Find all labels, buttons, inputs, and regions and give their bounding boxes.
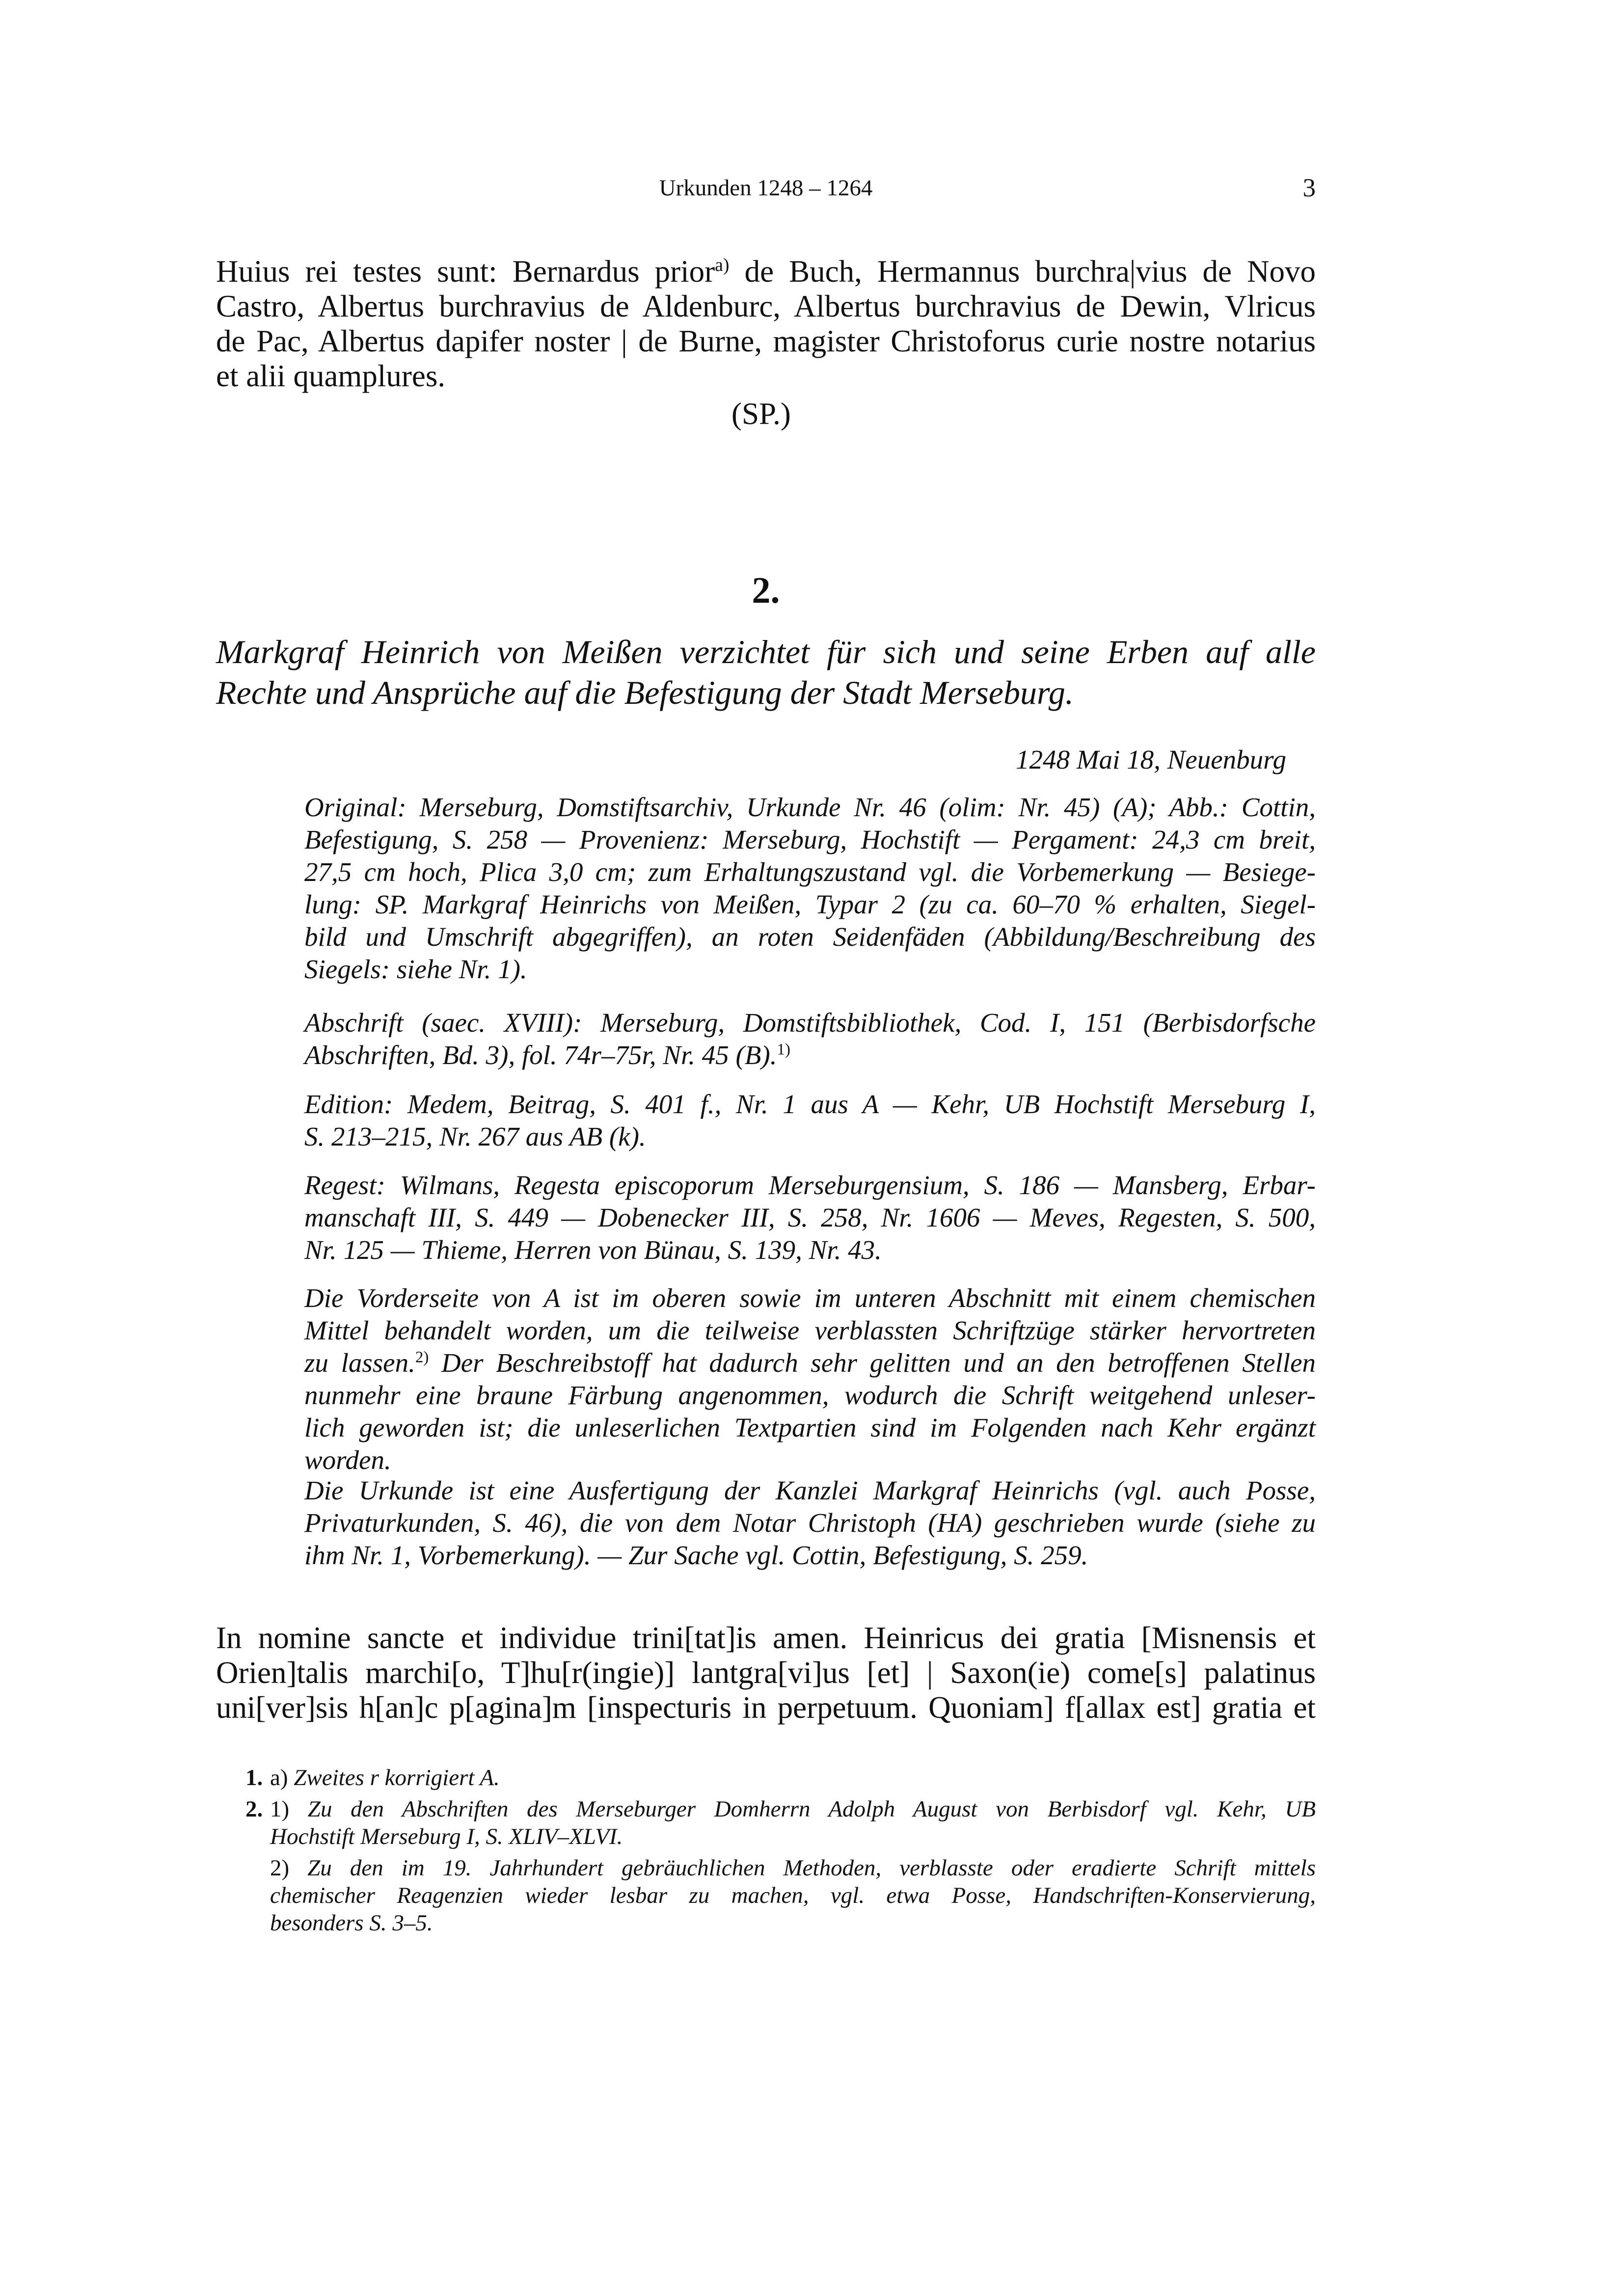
- footnote-line: [245, 1854, 1316, 1882]
- footnote-marker: 2): [415, 1348, 429, 1366]
- witness-line: [216, 254, 1316, 289]
- apparatus-line: S. 213–215, Nr. 267 aus AB (k).: [304, 1121, 646, 1151]
- footnote-marker: 1): [777, 1041, 790, 1059]
- charter-line: In nomine sancte et individue trini[tat]is amen. Heinricus dei gratia [Misnensis et: [216, 1621, 1316, 1655]
- apparatus-line: manschaft III, S. 449 — Dobenecker III, S. 258, Nr. 1606 — Meves, Regesten, S. 500,: [304, 1202, 1316, 1232]
- date-place: 1248 Mai 18, Neuenburg: [1016, 745, 1286, 774]
- footnote-line: besonders S. 3–5.: [270, 1910, 433, 1936]
- apparatus-edition: [304, 1088, 1316, 1153]
- apparatus-original: [304, 791, 1316, 986]
- footnote-line: Hochstift Merseburg I, S. XLIV–XLVI.: [270, 1824, 623, 1849]
- apparatus-line: Abschrift (saec. XVIII): Merseburg, Domstiftsbibliothek, Cod. I, 151 (Berbisdorfsche: [304, 1008, 1316, 1038]
- footnote-label: 2): [270, 1855, 290, 1881]
- apparatus-regest: [304, 1169, 1316, 1266]
- witness-text: de Buch, Hermannus burchra|vius de Novo: [729, 254, 1316, 289]
- charter-line: uni[ver]sis h[an]c p[agina]m [inspecturis in perpetuum. Quoniam] f[allax est] gratia et: [216, 1690, 1316, 1725]
- footnote-text: Zu den im 19. Jahrhundert gebräuchlichen Methoden, verblasste oder eradierte Schrift mittels: [289, 1855, 1316, 1881]
- apparatus-line: nunmehr eine braune Färbung angenommen, wodurch die Schrift weitgehend unleser-: [304, 1380, 1316, 1410]
- witness-line: de Pac, Albertus dapifer noster | de Burne, magister Christoforus curie nostre notarius: [216, 324, 1316, 358]
- footnote-line: chemischer Reagenzien wieder lesbar zu machen, vgl. etwa Posse, Handschriften-Konservierung,: [270, 1883, 1316, 1908]
- apparatus-copy: [304, 1007, 1316, 1071]
- footnote-block-1: [245, 1764, 1316, 1791]
- footnote-label: a): [270, 1765, 288, 1790]
- apparatus-line: lich geworden ist; die unleserlichen Textpartien sind im Folgenden nach Kehr ergänzt: [304, 1413, 1316, 1442]
- running-head: Urkunden 1248 – 1264: [659, 175, 873, 201]
- footnote-label: 1): [270, 1796, 290, 1822]
- document-number: 2.: [752, 570, 780, 611]
- title-line: Rechte und Ansprüche auf die Befestigung der Stadt Merseburg.: [216, 674, 1074, 711]
- footnote-doc-number: 2.: [245, 1796, 263, 1822]
- charter-text: [216, 1621, 1316, 1725]
- apparatus-line: worden.: [304, 1445, 391, 1475]
- footnote-marker: a): [715, 255, 730, 275]
- apparatus-line: Privaturkunden, S. 46), die von dem Notar Christoph (HA) geschrieben wurde (siehe zu: [304, 1508, 1316, 1538]
- apparatus-line: Befestigung, S. 258 — Provenienz: Merseburg, Hochstift — Pergament: 24,3 cm breit,: [304, 825, 1316, 854]
- witness-line: Castro, Albertus burchravius de Aldenburc, Albertus burchravius de Dewin, Vlricus: [216, 289, 1316, 323]
- apparatus-line: 27,5 cm hoch, Plica 3,0 cm; zum Erhaltungszustand vgl. die Vorbemerkung — Besiege-: [304, 857, 1316, 887]
- apparatus-chancery-note: [304, 1474, 1316, 1572]
- witness-line: et alii quamplures.: [216, 359, 446, 393]
- footnote-text: Zu den Abschriften des Merseburger Domherrn Adolph August von Berbisdorf vgl. Kehr, UB: [289, 1796, 1316, 1822]
- page-number: 3: [1302, 174, 1316, 202]
- apparatus-line: bild und Umschrift abgegriffen), an roten Seidenfäden (Abbildung/Beschreibung des: [304, 922, 1316, 952]
- apparatus-line: Siegels: siehe Nr. 1).: [304, 954, 527, 984]
- apparatus-line: Original: Merseburg, Domstiftsarchiv, Urkunde Nr. 46 (olim: Nr. 45) (A); Abb.: Cottin,: [304, 792, 1316, 822]
- footnote-block-2b: [245, 1854, 1316, 1937]
- document-title: [216, 632, 1316, 713]
- footnote-text: Zweites r korrigiert A.: [288, 1765, 500, 1790]
- seal-mark: (SP.): [731, 397, 791, 431]
- apparatus-line: lung: SP. Markgraf Heinrichs von Meißen, Typar 2 (zu ca. 60–70 % erhalten, Siegel-: [304, 889, 1316, 919]
- apparatus-line: Die Urkunde ist eine Ausfertigung der Kanzlei Markgraf Heinrichs (vgl. auch Posse,: [304, 1475, 1316, 1505]
- apparatus-line: Mittel behandelt worden, um die teilweise verblassten Schriftzüge stärker hervortreten: [304, 1315, 1316, 1345]
- apparatus-line: Regest: Wilmans, Regesta episcoporum Merseburgensium, S. 186 — Mansberg, Erbar-: [304, 1170, 1316, 1200]
- witness-list: [216, 254, 1316, 394]
- apparatus-line: ihm Nr. 1, Vorbemerkung). — Zur Sache vgl. Cottin, Befestigung, S. 259.: [304, 1540, 1088, 1570]
- footnote-block-2: [245, 1795, 1316, 1850]
- witness-text: Huius rei testes sunt: Bernardus prior: [216, 254, 715, 289]
- footnote-doc-number: 1.: [245, 1765, 263, 1790]
- apparatus-line: [304, 1347, 1316, 1379]
- apparatus-text: Abschriften, Bd. 3), fol. 74r–75r, Nr. 45 (B).: [304, 1040, 777, 1070]
- apparatus-line: Nr. 125 — Thieme, Herren von Bünau, S. 139, Nr. 43.: [304, 1235, 882, 1265]
- apparatus-preliminary-note: [304, 1282, 1316, 1476]
- apparatus-text: zu lassen.: [304, 1348, 415, 1378]
- footnote-line: [245, 1795, 1316, 1823]
- charter-line: Orien]talis marchi[o, T]hu[r(ingie)] lantgra[vi]us [et] | Saxon(ie) come[s] palatinus: [216, 1655, 1316, 1690]
- apparatus-text: Der Beschreibstoff hat dadurch sehr gelitten und an den betroffenen Stellen: [429, 1348, 1316, 1378]
- apparatus-line: [304, 1039, 1316, 1071]
- apparatus-line: Edition: Medem, Beitrag, S. 401 f., Nr. 1 aus A — Kehr, UB Hochstift Merseburg I,: [304, 1089, 1316, 1119]
- apparatus-line: Die Vorderseite von A ist im oberen sowie im unteren Abschnitt mit einem chemischen: [304, 1283, 1316, 1313]
- title-line: Markgraf Heinrich von Meißen verzichtet für sich und seine Erben auf alle: [216, 633, 1316, 670]
